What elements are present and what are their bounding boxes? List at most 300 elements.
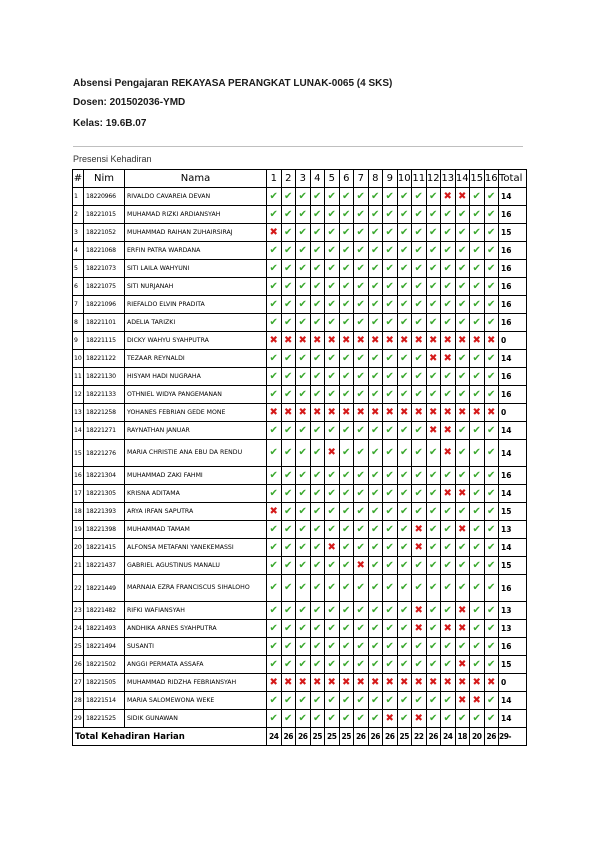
check-icon: ✔	[385, 505, 394, 517]
check-icon: ✔	[400, 559, 409, 571]
attendance-cell	[368, 404, 383, 422]
cross-icon: ✖	[327, 334, 336, 346]
check-icon: ✔	[327, 226, 336, 238]
check-icon: ✔	[443, 505, 452, 517]
attendance-cell	[296, 710, 311, 728]
check-icon: ✔	[356, 298, 365, 310]
check-icon: ✔	[269, 388, 278, 400]
attendance-cell	[484, 188, 499, 206]
attendance-cell	[484, 386, 499, 404]
attendance-cell	[441, 296, 456, 314]
check-icon: ✔	[429, 712, 438, 724]
attendance-cell	[296, 620, 311, 638]
attendance-cell	[441, 242, 456, 260]
row-number: 10	[73, 350, 84, 368]
attendance-cell	[455, 296, 470, 314]
attendance-cell	[339, 503, 354, 521]
attendance-cell	[484, 539, 499, 557]
check-icon: ✔	[429, 523, 438, 535]
check-icon: ✔	[414, 505, 423, 517]
cross-icon: ✖	[414, 334, 423, 346]
check-icon: ✔	[429, 190, 438, 202]
check-icon: ✔	[414, 208, 423, 220]
check-icon: ✔	[298, 640, 307, 652]
check-icon: ✔	[371, 604, 380, 616]
attendance-cell	[281, 422, 296, 440]
attendance-cell	[267, 521, 282, 539]
cross-icon: ✖	[458, 604, 467, 616]
check-icon: ✔	[284, 640, 293, 652]
check-icon: ✔	[269, 487, 278, 499]
check-icon: ✔	[487, 541, 496, 553]
check-icon: ✔	[458, 424, 467, 436]
attendance-cell	[325, 485, 340, 503]
check-icon: ✔	[284, 370, 293, 382]
student-nim: 18221525	[84, 710, 125, 728]
row-number: 21	[73, 557, 84, 575]
check-icon: ✔	[458, 469, 467, 481]
check-icon: ✔	[342, 190, 351, 202]
check-icon: ✔	[487, 190, 496, 202]
check-icon: ✔	[371, 208, 380, 220]
col-header-meeting: 2	[281, 170, 296, 188]
check-icon: ✔	[371, 424, 380, 436]
student-name: KRISNA ADITAMA	[125, 485, 267, 503]
check-icon: ✔	[284, 352, 293, 364]
check-icon: ✔	[458, 280, 467, 292]
attendance-cell	[296, 467, 311, 485]
check-icon: ✔	[313, 582, 322, 593]
attendance-cell	[383, 188, 398, 206]
attendance-cell	[354, 620, 369, 638]
row-number: 19	[73, 521, 84, 539]
check-icon: ✔	[443, 280, 452, 292]
check-icon: ✔	[342, 424, 351, 436]
table-row	[73, 386, 527, 404]
row-number: 22	[73, 575, 84, 602]
attendance-cell	[484, 503, 499, 521]
attendance-cell	[339, 557, 354, 575]
check-icon: ✔	[284, 226, 293, 238]
daily-total-count: 26	[383, 728, 398, 746]
attendance-cell	[441, 440, 456, 467]
attendance-cell	[441, 404, 456, 422]
attendance-cell	[354, 710, 369, 728]
attendance-cell	[455, 224, 470, 242]
attendance-cell	[296, 242, 311, 260]
check-icon: ✔	[327, 622, 336, 634]
cross-icon: ✖	[458, 622, 467, 634]
attendance-cell	[281, 278, 296, 296]
check-icon: ✔	[487, 447, 496, 458]
check-icon: ✔	[371, 541, 380, 553]
check-icon: ✔	[269, 190, 278, 202]
cross-icon: ✖	[458, 676, 467, 688]
check-icon: ✔	[327, 190, 336, 202]
check-icon: ✔	[458, 582, 467, 593]
cross-icon: ✖	[327, 406, 336, 418]
student-nim: 18221449	[84, 575, 125, 602]
attendance-cell	[267, 575, 282, 602]
attendance-cell	[412, 692, 427, 710]
check-icon: ✔	[327, 559, 336, 571]
daily-total-count: 26	[281, 728, 296, 746]
check-icon: ✔	[342, 541, 351, 553]
check-icon: ✔	[284, 712, 293, 724]
attendance-cell	[339, 260, 354, 278]
cross-icon: ✖	[429, 424, 438, 436]
attendance-cell	[412, 314, 427, 332]
attendance-cell	[310, 620, 325, 638]
row-number: 13	[73, 404, 84, 422]
check-icon: ✔	[269, 640, 278, 652]
row-number: 15	[73, 440, 84, 467]
col-header-meeting: 15	[470, 170, 485, 188]
attendance-cell	[383, 386, 398, 404]
attendance-cell	[339, 485, 354, 503]
cross-icon: ✖	[458, 658, 467, 670]
attendance-cell	[368, 638, 383, 656]
attendance-cell	[412, 422, 427, 440]
attendance-cell	[426, 656, 441, 674]
daily-total-count: 26	[426, 728, 441, 746]
check-icon: ✔	[487, 424, 496, 436]
student-total: 14	[499, 692, 527, 710]
check-icon: ✔	[342, 244, 351, 256]
attendance-cell	[426, 575, 441, 602]
check-icon: ✔	[472, 190, 481, 202]
check-icon: ✔	[284, 541, 293, 553]
table-row	[73, 440, 527, 467]
attendance-cell	[368, 242, 383, 260]
attendance-cell	[368, 296, 383, 314]
attendance-cell	[484, 350, 499, 368]
check-icon: ✔	[327, 280, 336, 292]
attendance-cell	[426, 674, 441, 692]
attendance-cell	[310, 368, 325, 386]
check-icon: ✔	[487, 388, 496, 400]
table-row	[73, 404, 527, 422]
attendance-cell	[339, 386, 354, 404]
table-row	[73, 602, 527, 620]
check-icon: ✔	[356, 208, 365, 220]
attendance-cell	[354, 188, 369, 206]
check-icon: ✔	[400, 622, 409, 634]
check-icon: ✔	[327, 694, 336, 706]
check-icon: ✔	[356, 244, 365, 256]
attendance-cell	[281, 602, 296, 620]
check-icon: ✔	[385, 604, 394, 616]
check-icon: ✔	[385, 640, 394, 652]
check-icon: ✔	[472, 208, 481, 220]
cross-icon: ✖	[487, 676, 496, 688]
attendance-cell	[296, 332, 311, 350]
check-icon: ✔	[284, 316, 293, 328]
check-icon: ✔	[400, 262, 409, 274]
cross-icon: ✖	[443, 622, 452, 634]
attendance-cell	[441, 314, 456, 332]
check-icon: ✔	[356, 541, 365, 553]
check-icon: ✔	[313, 694, 322, 706]
check-icon: ✔	[342, 280, 351, 292]
check-icon: ✔	[298, 694, 307, 706]
check-icon: ✔	[313, 447, 322, 458]
table-row	[73, 638, 527, 656]
attendance-cell	[310, 539, 325, 557]
attendance-cell	[426, 404, 441, 422]
check-icon: ✔	[298, 604, 307, 616]
attendance-cell	[339, 539, 354, 557]
attendance-cell	[397, 557, 412, 575]
col-header-no: #	[73, 170, 84, 188]
attendance-cell	[296, 368, 311, 386]
cross-icon: ✖	[371, 676, 380, 688]
attendance-cell	[484, 692, 499, 710]
attendance-cell	[455, 440, 470, 467]
attendance-cell	[339, 638, 354, 656]
student-nim: 18221052	[84, 224, 125, 242]
check-icon: ✔	[429, 370, 438, 382]
check-icon: ✔	[269, 604, 278, 616]
check-icon: ✔	[458, 262, 467, 274]
attendance-cell	[310, 656, 325, 674]
cross-icon: ✖	[385, 676, 394, 688]
check-icon: ✔	[298, 262, 307, 274]
attendance-cell	[296, 656, 311, 674]
col-header-meeting: 16	[484, 170, 499, 188]
attendance-cell	[397, 188, 412, 206]
student-nim: 18221068	[84, 242, 125, 260]
attendance-cell	[296, 638, 311, 656]
check-icon: ✔	[472, 505, 481, 517]
check-icon: ✔	[400, 316, 409, 328]
attendance-cell	[354, 314, 369, 332]
check-icon: ✔	[443, 640, 452, 652]
check-icon: ✔	[443, 541, 452, 553]
check-icon: ✔	[472, 370, 481, 382]
attendance-cell	[426, 224, 441, 242]
check-icon: ✔	[385, 280, 394, 292]
section-title: Presensi Kehadiran	[73, 154, 152, 164]
student-total: 16	[499, 386, 527, 404]
attendance-cell	[397, 656, 412, 674]
attendance-cell	[484, 296, 499, 314]
attendance-cell	[397, 602, 412, 620]
cross-icon: ✖	[414, 712, 423, 724]
check-icon: ✔	[342, 582, 351, 593]
attendance-cell	[354, 386, 369, 404]
check-icon: ✔	[458, 559, 467, 571]
check-icon: ✔	[284, 262, 293, 274]
attendance-cell	[470, 440, 485, 467]
check-icon: ✔	[443, 208, 452, 220]
attendance-cell	[484, 422, 499, 440]
student-total: 16	[499, 242, 527, 260]
attendance-cell	[397, 224, 412, 242]
student-name: MARIA CHRISTIE ANA EBU DA RENDU	[125, 440, 267, 467]
attendance-cell	[296, 386, 311, 404]
cross-icon: ✖	[443, 447, 452, 458]
check-icon: ✔	[385, 226, 394, 238]
check-icon: ✔	[298, 370, 307, 382]
attendance-cell	[470, 296, 485, 314]
attendance-cell	[267, 278, 282, 296]
check-icon: ✔	[313, 316, 322, 328]
attendance-cell	[310, 206, 325, 224]
report-title: Absensi Pengajaran REKAYASA PERANGKAT LUNAK-0065 (4 SKS)	[73, 78, 393, 89]
check-icon: ✔	[356, 370, 365, 382]
check-icon: ✔	[284, 582, 293, 593]
cross-icon: ✖	[400, 676, 409, 688]
attendance-cell	[426, 296, 441, 314]
attendance-cell	[281, 692, 296, 710]
check-icon: ✔	[458, 640, 467, 652]
check-icon: ✔	[487, 316, 496, 328]
attendance-cell	[383, 260, 398, 278]
attendance-cell	[426, 260, 441, 278]
cross-icon: ✖	[458, 406, 467, 418]
attendance-cell	[412, 224, 427, 242]
check-icon: ✔	[356, 316, 365, 328]
attendance-cell	[368, 539, 383, 557]
check-icon: ✔	[269, 424, 278, 436]
check-icon: ✔	[472, 640, 481, 652]
row-number: 2	[73, 206, 84, 224]
attendance-cell	[267, 557, 282, 575]
student-total: 16	[499, 278, 527, 296]
attendance-cell	[412, 467, 427, 485]
table-row	[73, 710, 527, 728]
attendance-cell	[325, 539, 340, 557]
student-nim: 18221494	[84, 638, 125, 656]
attendance-cell	[455, 332, 470, 350]
check-icon: ✔	[385, 469, 394, 481]
student-name: ANGGI PERMATA ASSAFA	[125, 656, 267, 674]
check-icon: ✔	[385, 316, 394, 328]
attendance-cell	[339, 224, 354, 242]
attendance-cell	[354, 602, 369, 620]
check-icon: ✔	[385, 424, 394, 436]
cross-icon: ✖	[342, 406, 351, 418]
cross-icon: ✖	[284, 406, 293, 418]
student-total: 0	[499, 332, 527, 350]
cross-icon: ✖	[269, 676, 278, 688]
student-name: YOHANES FEBRIAN GEDE MONE	[125, 404, 267, 422]
table-row	[73, 656, 527, 674]
check-icon: ✔	[385, 370, 394, 382]
student-total: 15	[499, 503, 527, 521]
check-icon: ✔	[429, 487, 438, 499]
col-header-nim: Nim	[84, 170, 125, 188]
check-icon: ✔	[429, 658, 438, 670]
check-icon: ✔	[298, 316, 307, 328]
attendance-cell	[383, 467, 398, 485]
check-icon: ✔	[298, 352, 307, 364]
check-icon: ✔	[385, 559, 394, 571]
attendance-cell	[354, 557, 369, 575]
table-row	[73, 368, 527, 386]
attendance-cell	[325, 521, 340, 539]
daily-total-count: 24	[267, 728, 282, 746]
attendance-cell	[455, 692, 470, 710]
attendance-cell	[441, 710, 456, 728]
check-icon: ✔	[313, 352, 322, 364]
check-icon: ✔	[472, 541, 481, 553]
attendance-cell	[470, 242, 485, 260]
attendance-cell	[484, 206, 499, 224]
check-icon: ✔	[327, 298, 336, 310]
check-icon: ✔	[313, 190, 322, 202]
check-icon: ✔	[298, 298, 307, 310]
attendance-cell	[310, 188, 325, 206]
cross-icon: ✖	[443, 424, 452, 436]
check-icon: ✔	[284, 487, 293, 499]
attendance-cell	[383, 368, 398, 386]
check-icon: ✔	[269, 244, 278, 256]
attendance-cell	[296, 692, 311, 710]
attendance-cell	[412, 638, 427, 656]
col-header-meeting: 5	[325, 170, 340, 188]
attendance-cell	[339, 575, 354, 602]
check-icon: ✔	[443, 226, 452, 238]
row-number: 7	[73, 296, 84, 314]
check-icon: ✔	[385, 208, 394, 220]
attendance-cell	[368, 575, 383, 602]
attendance-cell	[383, 314, 398, 332]
attendance-cell	[484, 242, 499, 260]
check-icon: ✔	[284, 622, 293, 634]
attendance-cell	[397, 332, 412, 350]
attendance-cell	[426, 242, 441, 260]
attendance-cell	[267, 296, 282, 314]
attendance-cell	[368, 386, 383, 404]
cross-icon: ✖	[429, 676, 438, 688]
attendance-cell	[484, 575, 499, 602]
attendance-cell	[426, 332, 441, 350]
attendance-cell	[383, 521, 398, 539]
check-icon: ✔	[458, 447, 467, 458]
check-icon: ✔	[414, 388, 423, 400]
attendance-cell	[484, 620, 499, 638]
attendance-cell	[441, 692, 456, 710]
attendance-cell	[426, 638, 441, 656]
check-icon: ✔	[313, 505, 322, 517]
check-icon: ✔	[400, 244, 409, 256]
attendance-cell	[470, 422, 485, 440]
attendance-cell	[470, 602, 485, 620]
check-icon: ✔	[356, 280, 365, 292]
attendance-cell	[354, 224, 369, 242]
attendance-cell	[310, 314, 325, 332]
cross-icon: ✖	[327, 676, 336, 688]
check-icon: ✔	[313, 226, 322, 238]
attendance-cell	[412, 557, 427, 575]
student-total: 16	[499, 260, 527, 278]
check-icon: ✔	[327, 388, 336, 400]
attendance-cell	[296, 485, 311, 503]
check-icon: ✔	[313, 541, 322, 553]
row-number: 18	[73, 503, 84, 521]
row-number: 4	[73, 242, 84, 260]
table-row	[73, 296, 527, 314]
check-icon: ✔	[414, 190, 423, 202]
attendance-cell	[484, 710, 499, 728]
attendance-cell	[354, 296, 369, 314]
row-number: 8	[73, 314, 84, 332]
check-icon: ✔	[342, 208, 351, 220]
cross-icon: ✖	[443, 406, 452, 418]
attendance-cell	[310, 242, 325, 260]
